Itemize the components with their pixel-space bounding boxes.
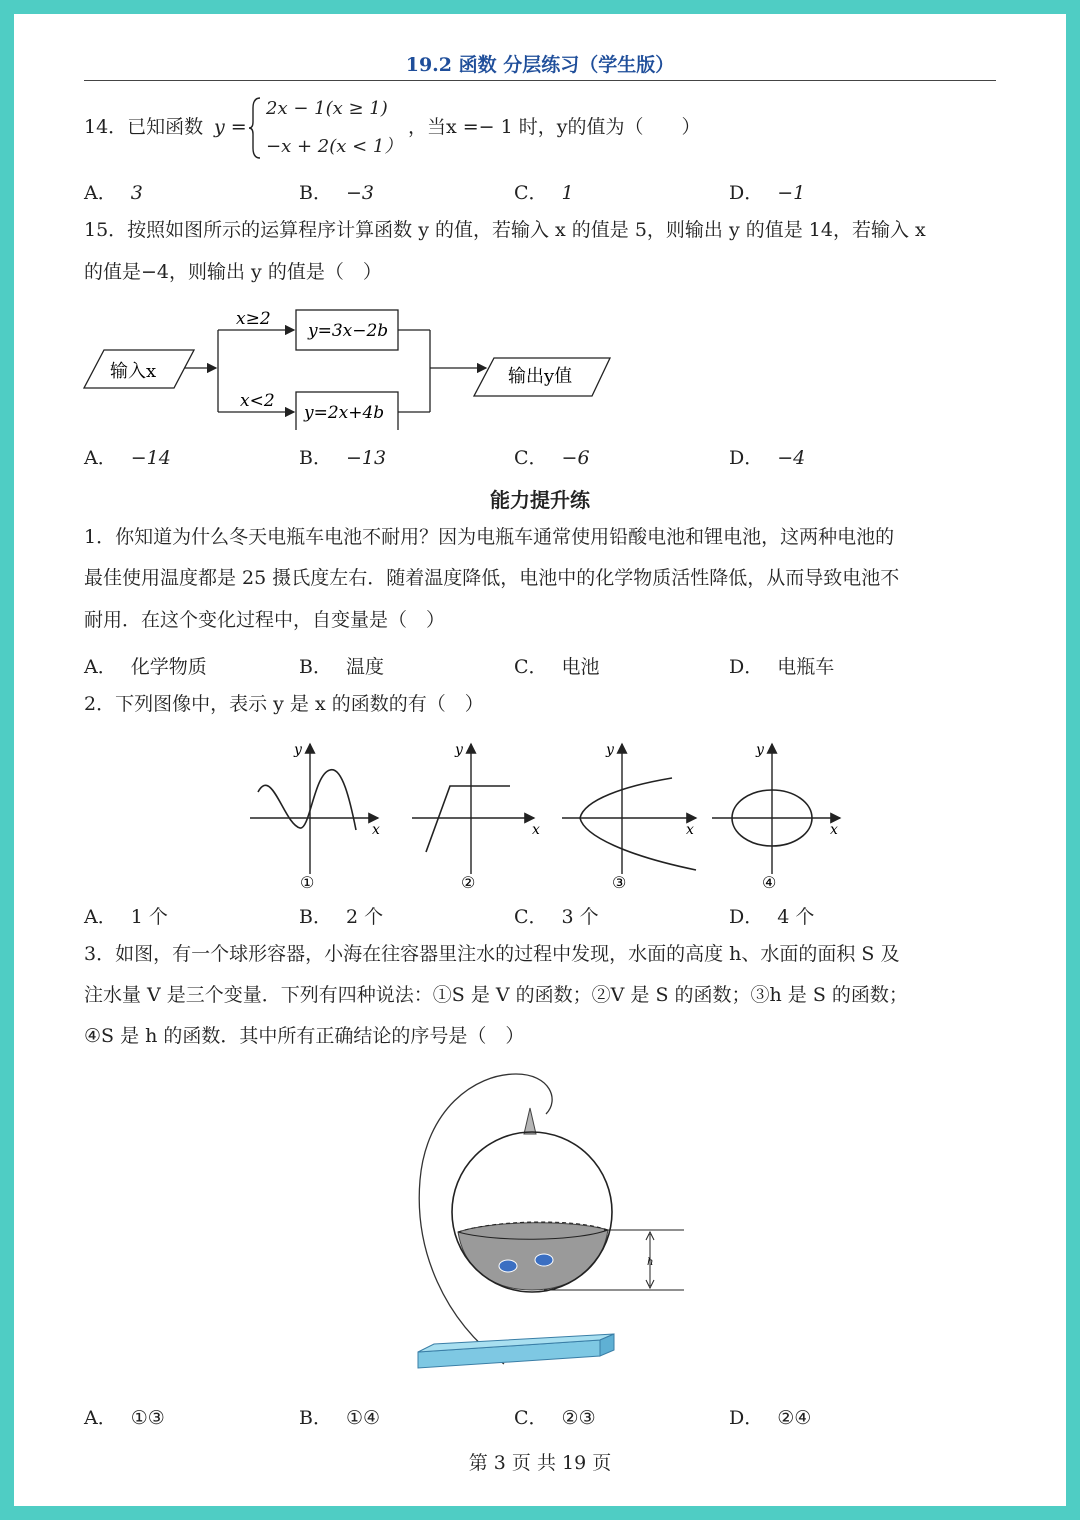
q14-case2: −x + 2(x < 1） bbox=[266, 136, 403, 157]
q15-option-d[interactable] bbox=[729, 443, 805, 470]
option-value: −1 bbox=[777, 182, 806, 204]
p3-option-c[interactable] bbox=[514, 1403, 596, 1430]
q14-yeq: y = bbox=[214, 116, 247, 138]
q14-suffix: ，当x =− 1 时，y的值为（ ） bbox=[408, 116, 701, 138]
p3-option-a[interactable] bbox=[84, 1403, 165, 1430]
option-value: −13 bbox=[345, 447, 387, 469]
option-letter: C． bbox=[514, 656, 548, 678]
water bbox=[458, 1223, 608, 1290]
graph-4-label: ④ bbox=[762, 873, 777, 892]
graph-4-ylabel: y bbox=[756, 742, 764, 758]
q15-option-a[interactable] bbox=[84, 443, 171, 470]
option-value: 电池 bbox=[561, 656, 600, 678]
p1-line2: 最佳使用温度都是 25 摄氏度左右．随着温度降低，电池中的化学物质活性降低，从而导致电池不 bbox=[84, 567, 900, 589]
q14-case1: 2x − 1(x ≥ 1) bbox=[266, 98, 388, 119]
option-value: 2 个 bbox=[345, 906, 384, 928]
graph-1-xlabel: x bbox=[372, 822, 380, 838]
option-value: ②④ bbox=[777, 1407, 812, 1429]
graph-4-xlabel: x bbox=[830, 822, 838, 838]
graph-3-xlabel: x bbox=[686, 822, 694, 838]
p2-line1: 2．下列图像中，表示 y 是 x 的函数的有（ ） bbox=[84, 693, 484, 715]
option-value: 4 个 bbox=[777, 906, 815, 928]
option-value: 1 bbox=[561, 182, 574, 204]
section-title: 能力提升练 bbox=[490, 488, 590, 512]
option-letter: B． bbox=[299, 906, 332, 928]
p1-option-b[interactable] bbox=[299, 652, 384, 679]
q15-flowchart bbox=[74, 300, 634, 430]
q14-prefix: 14．已知函数 bbox=[84, 116, 204, 138]
graph-3 bbox=[562, 742, 696, 892]
graph-4 bbox=[712, 742, 840, 892]
p3-option-b[interactable] bbox=[299, 1403, 380, 1430]
q14-option-d[interactable] bbox=[729, 178, 805, 205]
page bbox=[14, 14, 1066, 1506]
p1-option-c[interactable] bbox=[514, 652, 600, 679]
graph-1 bbox=[250, 742, 380, 892]
option-letter: C． bbox=[514, 182, 548, 204]
option-letter: D． bbox=[729, 1407, 764, 1429]
h-label: h bbox=[647, 1257, 654, 1268]
flow-box2-label: y=2x+4b bbox=[304, 403, 385, 423]
option-letter: B． bbox=[299, 1407, 332, 1429]
graph-2-ylabel: y bbox=[455, 742, 463, 758]
p2-option-c[interactable] bbox=[514, 902, 599, 929]
option-letter: B． bbox=[299, 656, 332, 678]
q15-line2: 的值是−4，则输出 y 的值是（ ） bbox=[84, 261, 382, 283]
p1-line1: 1．你知道为什么冬天电瓶车电池不耐用？因为电瓶车通常使用铅酸电池和锂电池，这两种电池的 bbox=[84, 526, 895, 548]
option-value: 化学物质 bbox=[130, 656, 207, 678]
option-letter: D． bbox=[729, 182, 764, 204]
option-value: ①④ bbox=[345, 1407, 381, 1429]
option-value: 1 个 bbox=[130, 906, 168, 928]
option-value: ②③ bbox=[561, 1407, 596, 1429]
option-value: −14 bbox=[130, 447, 171, 469]
option-value: 3 bbox=[130, 182, 143, 204]
option-value: −4 bbox=[777, 447, 806, 469]
p3-option-d[interactable] bbox=[729, 1403, 811, 1430]
option-letter: D． bbox=[729, 906, 764, 928]
option-value: 3 个 bbox=[561, 906, 599, 928]
option-letter: B． bbox=[299, 182, 332, 204]
header-divider bbox=[84, 80, 996, 81]
p2-graphs bbox=[244, 736, 844, 896]
option-letter: A． bbox=[84, 906, 117, 928]
p2-option-d[interactable] bbox=[729, 902, 814, 929]
q15-option-b[interactable] bbox=[299, 443, 386, 470]
flow-box1-label: y=3x−2b bbox=[308, 321, 389, 341]
p1-option-d[interactable] bbox=[729, 652, 834, 679]
option-letter: C． bbox=[514, 906, 548, 928]
option-letter: C． bbox=[514, 1407, 548, 1429]
graph-2-xlabel: x bbox=[532, 822, 540, 838]
graph-1-ylabel: y bbox=[294, 742, 302, 758]
q14-brace bbox=[248, 96, 262, 160]
q14-option-a[interactable] bbox=[84, 178, 143, 205]
q14-option-b[interactable] bbox=[299, 178, 374, 205]
option-value: 温度 bbox=[345, 656, 384, 678]
option-letter: D． bbox=[729, 656, 764, 678]
q14-option-c[interactable] bbox=[514, 178, 574, 205]
graph-1-label: ① bbox=[300, 873, 315, 892]
option-letter: A． bbox=[84, 447, 117, 469]
option-value: −6 bbox=[561, 447, 590, 469]
graph-2 bbox=[412, 742, 540, 892]
p1-line3: 耐用．在这个变化过程中，自变量是（ ） bbox=[84, 609, 446, 631]
p3-sphere-container bbox=[404, 1070, 694, 1380]
option-letter: A． bbox=[84, 1407, 117, 1429]
option-letter: A． bbox=[84, 182, 117, 204]
p1-option-a[interactable] bbox=[84, 652, 207, 679]
flow-cond1: x≥2 bbox=[236, 309, 271, 329]
p2-option-b[interactable] bbox=[299, 902, 383, 929]
option-letter: C． bbox=[514, 447, 548, 469]
option-letter: A． bbox=[84, 656, 117, 678]
graph-3-ylabel: y bbox=[606, 742, 614, 758]
flow-output-label: 输出y值 bbox=[508, 366, 573, 387]
option-letter: B． bbox=[299, 447, 332, 469]
flow-input-label: 输入x bbox=[110, 361, 157, 382]
p3-line3: ④S 是 h 的函数．其中所有正确结论的序号是（ ） bbox=[84, 1025, 525, 1047]
flow-cond2: x<2 bbox=[240, 391, 275, 411]
p3-line1: 3．如图，有一个球形容器，小海在往容器里注水的过程中发现，水面的高度 h、水面的面积 S 及 bbox=[84, 943, 900, 965]
page-header: 19.2 函数 分层练习（学生版） bbox=[405, 54, 675, 76]
option-value: −3 bbox=[345, 182, 374, 204]
page-footer: 第 3 页 共 19 页 bbox=[468, 1452, 612, 1474]
q15-option-c[interactable] bbox=[514, 443, 590, 470]
option-value: 电瓶车 bbox=[777, 656, 835, 678]
graph-3-label: ③ bbox=[612, 873, 627, 892]
p2-option-a[interactable] bbox=[84, 902, 168, 929]
option-letter: D． bbox=[729, 447, 764, 469]
option-value: ①③ bbox=[130, 1407, 165, 1429]
p3-line2: 注水量 V 是三个变量．下列有四种说法：①S 是 V 的函数；②V 是 S 的函数；③h 是 S 的函数； bbox=[84, 984, 908, 1006]
q15-line1: 15．按照如图所示的运算程序计算函数 y 的值，若输入 x 的值是 5，则输出 y 的值是 14，若输入 x bbox=[84, 219, 926, 241]
graph-2-label: ② bbox=[461, 873, 476, 892]
